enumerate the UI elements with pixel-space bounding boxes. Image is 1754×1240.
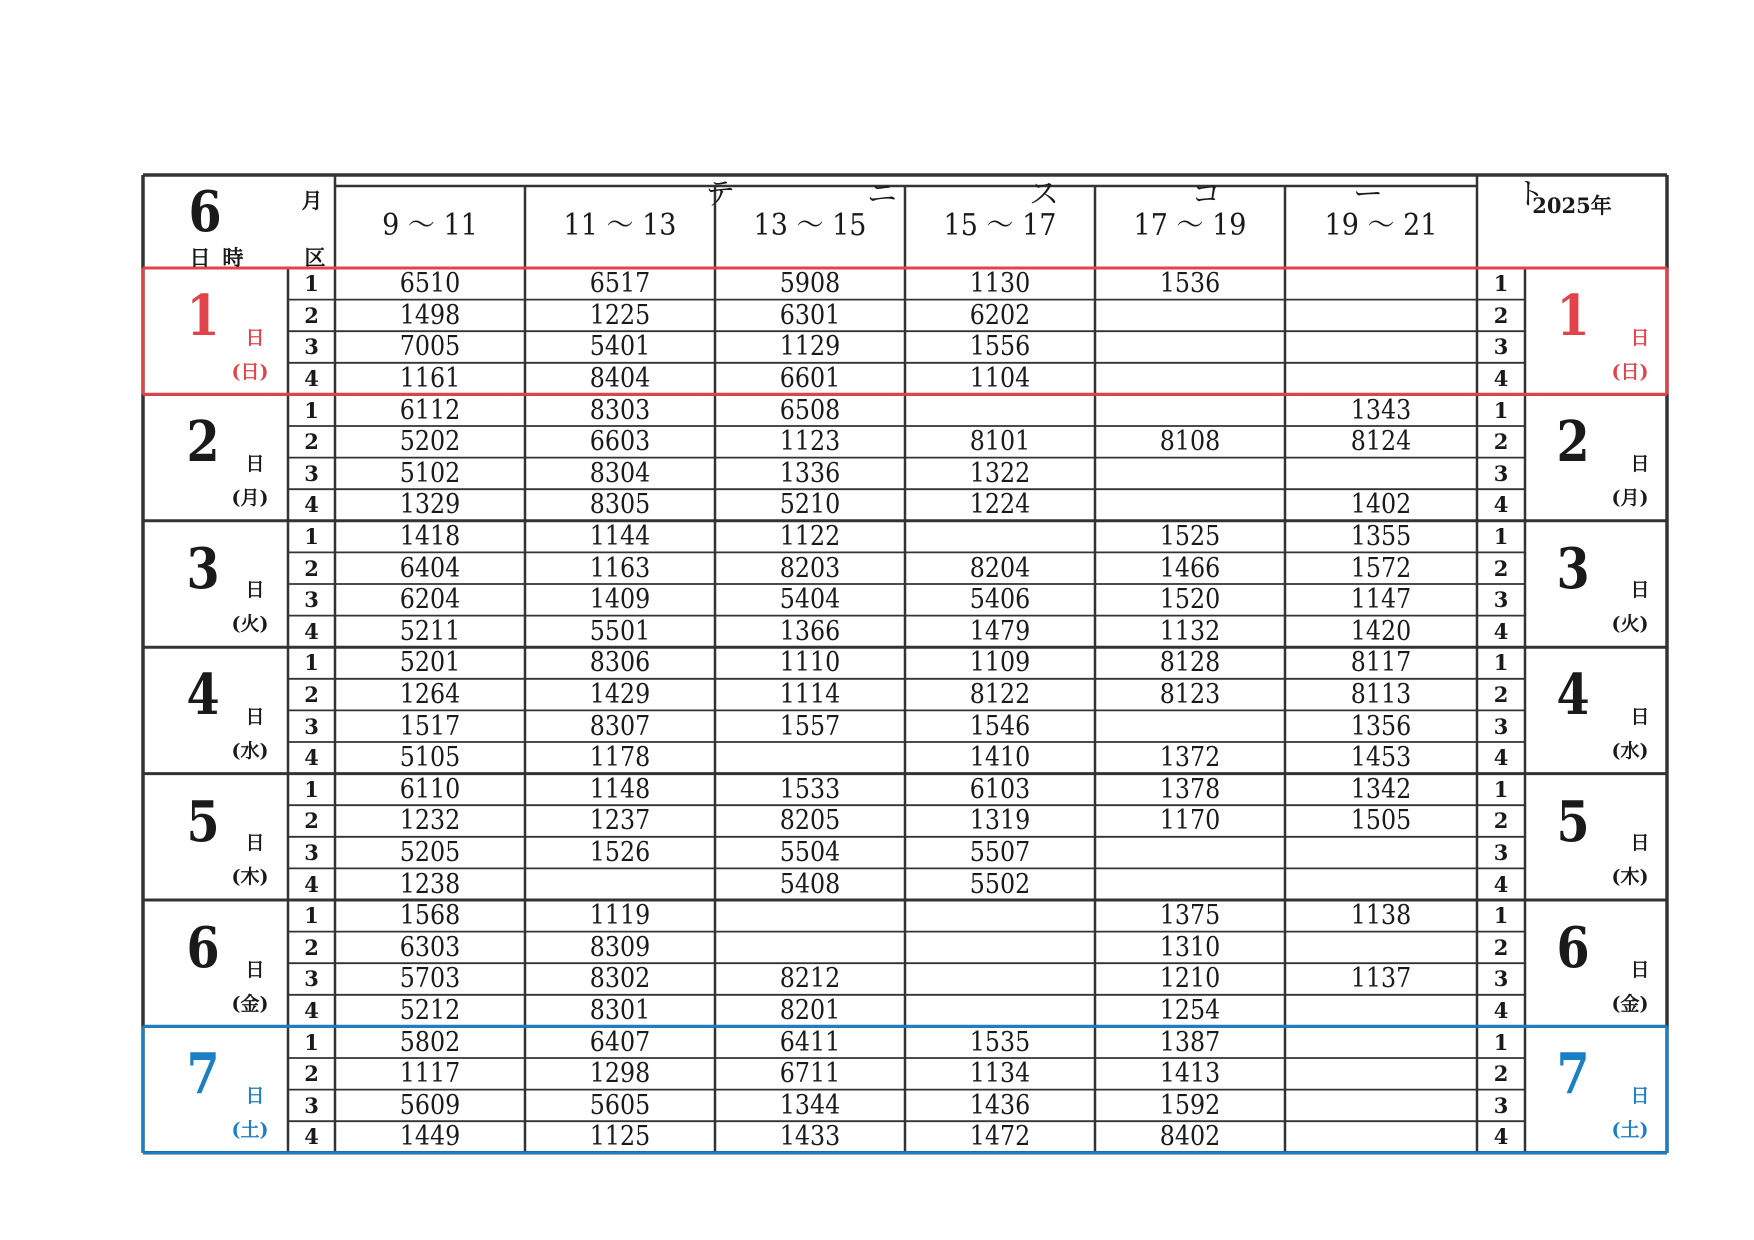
court-number-right: 2: [1493, 682, 1509, 708]
court-number: 2: [304, 682, 319, 708]
day-number-right: 1: [1556, 283, 1590, 349]
booking-code: 1322: [969, 457, 1031, 489]
court-number-right: 4: [1493, 618, 1509, 644]
booking-code: 1375: [1159, 900, 1221, 932]
booking-code: 8113: [1350, 679, 1412, 711]
weekday-label-right: (水): [1611, 739, 1649, 762]
weekday-label: (月): [231, 486, 269, 509]
booking-code: 1517: [399, 710, 461, 742]
booking-code: 1132: [1159, 615, 1221, 647]
booking-code: 6303: [399, 931, 461, 963]
day-suffix-label: 日: [245, 452, 265, 475]
booking-code: 1472: [969, 1121, 1031, 1153]
booking-code: 1355: [1350, 521, 1412, 553]
booking-code: 5212: [399, 995, 461, 1027]
booking-code: 1378: [1159, 773, 1221, 805]
day-suffix-label-right: 日: [1630, 832, 1650, 855]
booking-code: 1329: [399, 489, 461, 521]
day-suffix-label: 日: [245, 326, 265, 349]
court-number: 2: [304, 934, 319, 960]
weekday-label-right: (金): [1611, 992, 1649, 1015]
booking-code: 1592: [1159, 1089, 1221, 1121]
booking-code: 1498: [399, 299, 461, 331]
court-number: 3: [304, 334, 319, 360]
court-number: 1: [304, 776, 319, 802]
booking-code: 5102: [399, 457, 461, 489]
court-number-right: 2: [1493, 934, 1509, 960]
booking-code: 5408: [779, 868, 841, 900]
booking-code: 1148: [589, 773, 651, 805]
booking-code: 1525: [1159, 521, 1221, 553]
booking-code: 1546: [969, 710, 1031, 742]
booking-code: 1134: [969, 1058, 1031, 1090]
booking-code: 1436: [969, 1089, 1031, 1121]
booking-code: 5105: [399, 742, 461, 774]
booking-code: 1163: [589, 552, 651, 584]
facility-title-char: ト: [1515, 177, 1545, 212]
booking-code: 8108: [1159, 426, 1221, 458]
booking-code: 1356: [1350, 710, 1412, 742]
booking-code: 6103: [969, 773, 1031, 805]
month-number: 6: [188, 179, 222, 245]
booking-code: 5605: [589, 1089, 651, 1121]
court-number: 4: [304, 618, 319, 644]
day-suffix-label: 日: [245, 579, 265, 602]
booking-code: 1238: [399, 868, 461, 900]
day-number: 6: [186, 915, 220, 981]
court-number-right: 1: [1493, 776, 1509, 802]
booking-code: 1123: [779, 426, 841, 458]
court-number: 1: [304, 650, 319, 676]
day-suffix-label-right: 日: [1630, 705, 1650, 728]
booking-code: 1109: [969, 647, 1031, 679]
booking-code: 8302: [589, 963, 651, 995]
booking-code: 1144: [589, 521, 651, 553]
booking-code: 1343: [1350, 394, 1412, 426]
booking-code: 1433: [779, 1121, 841, 1153]
court-number-right: 3: [1493, 1092, 1509, 1118]
facility-title-char: テ: [705, 177, 735, 212]
day-number-right: 3: [1556, 535, 1590, 602]
booking-code: 1536: [1159, 268, 1221, 300]
booking-code: 1310: [1159, 931, 1221, 963]
day-number-right: 7: [1556, 1041, 1590, 1108]
booking-code: 1420: [1350, 615, 1412, 647]
court-number-right: 3: [1493, 587, 1509, 613]
court-number-right: 1: [1493, 650, 1509, 676]
booking-code: 1110: [779, 647, 841, 679]
court-number: 4: [304, 366, 319, 392]
booking-code: 1402: [1350, 489, 1412, 521]
booking-code: 1224: [969, 489, 1031, 521]
booking-code: 1298: [589, 1058, 651, 1090]
booking-code: 8124: [1350, 426, 1412, 458]
court-number: 2: [304, 1061, 319, 1087]
facility-title-char: コ: [1191, 177, 1221, 212]
booking-code: 1130: [969, 268, 1031, 300]
weekday-label-right: (木): [1611, 866, 1649, 889]
booking-code: 6508: [779, 394, 841, 426]
booking-code: 8402: [1159, 1121, 1221, 1153]
booking-code: 1568: [399, 900, 461, 932]
court-number: 2: [304, 429, 319, 455]
booking-code: 6407: [589, 1026, 651, 1058]
booking-code: 5201: [399, 647, 461, 679]
day-number-right: 4: [1556, 662, 1590, 729]
court-number-right: 4: [1493, 492, 1509, 518]
facility-title-char: ス: [1029, 177, 1059, 212]
day-suffix-label-right: 日: [1630, 579, 1650, 602]
day-suffix-label: 日: [245, 958, 265, 981]
facility-title-char: ニ: [867, 177, 897, 212]
booking-code: 8117: [1350, 647, 1412, 679]
court-number-right: 4: [1493, 871, 1509, 897]
court-number-right: 2: [1493, 808, 1509, 834]
booking-code: 1410: [969, 742, 1031, 774]
court-number: 4: [304, 1124, 319, 1150]
day-number: 4: [186, 662, 220, 729]
day-suffix-label-right: 日: [1630, 958, 1650, 981]
booking-code: 8122: [969, 679, 1031, 711]
court-number-right: 4: [1493, 366, 1509, 392]
court-number-right: 4: [1493, 745, 1509, 771]
day-number: 7: [186, 1041, 220, 1108]
facility-title-char: ー: [1353, 177, 1383, 212]
booking-code: 1232: [399, 805, 461, 837]
booking-code: 6404: [399, 552, 461, 584]
booking-code: 1453: [1350, 742, 1412, 774]
court-number: 4: [304, 998, 319, 1024]
weekday-label-right: (土): [1611, 1118, 1649, 1141]
day-suffix-label: 日: [245, 1084, 265, 1107]
booking-code: 1161: [399, 363, 461, 395]
court-number-right: 1: [1493, 903, 1509, 929]
booking-code: 5404: [779, 584, 841, 616]
court-number: 2: [304, 808, 319, 834]
booking-code: 1409: [589, 584, 651, 616]
booking-code: 1535: [969, 1026, 1031, 1058]
court-number: 3: [304, 460, 319, 486]
booking-code: 5401: [589, 331, 651, 363]
weekday-label-right: (月): [1611, 486, 1649, 509]
booking-code: 5703: [399, 963, 461, 995]
day-suffix-label: 日: [245, 832, 265, 855]
court-number: 2: [304, 555, 319, 581]
time-slot-header: 17 ～ 19: [1133, 208, 1247, 243]
booking-code: 1237: [589, 805, 651, 837]
booking-code: 5205: [399, 837, 461, 869]
court-number: 3: [304, 587, 319, 613]
court-number: 2: [304, 302, 319, 328]
court-number-right: 2: [1493, 1061, 1509, 1087]
court-number-right: 1: [1493, 524, 1509, 550]
booking-code: 6411: [779, 1026, 841, 1058]
day-number-right: 5: [1556, 788, 1590, 855]
court-header-label: 区: [304, 244, 326, 270]
weekday-label-right: (火): [1611, 613, 1649, 636]
court-number: 3: [304, 966, 319, 992]
booking-code: 5211: [399, 615, 461, 647]
booking-code: 8307: [589, 710, 651, 742]
booking-code: 5502: [969, 868, 1031, 900]
weekday-label: (火): [231, 613, 269, 636]
month-suffix-label: 月: [301, 187, 323, 213]
day-suffix-label: 日: [245, 705, 265, 728]
booking-code: 8303: [589, 394, 651, 426]
booking-code: 1117: [399, 1058, 461, 1090]
booking-code: 8309: [589, 931, 651, 963]
weekday-label: (水): [231, 739, 269, 762]
court-number: 1: [304, 271, 319, 297]
booking-code: 8404: [589, 363, 651, 395]
day-number: 3: [186, 535, 220, 602]
court-number-right: 3: [1493, 334, 1509, 360]
court-number-right: 2: [1493, 555, 1509, 581]
booking-code: 5504: [779, 837, 841, 869]
booking-code: 8204: [969, 552, 1031, 584]
court-number-right: 2: [1493, 429, 1509, 455]
booking-code: 5406: [969, 584, 1031, 616]
booking-code: 6603: [589, 426, 651, 458]
booking-code: 1366: [779, 615, 841, 647]
booking-code: 1129: [779, 331, 841, 363]
booking-code: 1344: [779, 1089, 841, 1121]
booking-code: 6110: [399, 773, 461, 805]
booking-code: 1119: [589, 900, 651, 932]
time-slot-header: 13 ～ 15: [753, 208, 867, 243]
booking-code: 1526: [589, 837, 651, 869]
booking-code: 6112: [399, 394, 461, 426]
booking-code: 1254: [1159, 995, 1221, 1027]
day-number: 5: [186, 788, 220, 855]
booking-code: 1125: [589, 1121, 651, 1153]
booking-code: 1572: [1350, 552, 1412, 584]
booking-code: 5507: [969, 837, 1031, 869]
booking-code: 8306: [589, 647, 651, 679]
time-slot-header: 9 ～ 11: [382, 208, 478, 243]
booking-code: 8128: [1159, 647, 1221, 679]
booking-code: 8205: [779, 805, 841, 837]
court-number: 3: [304, 1092, 319, 1118]
booking-code: 8123: [1159, 679, 1221, 711]
booking-code: 1225: [589, 299, 651, 331]
booking-code: 1533: [779, 773, 841, 805]
booking-code: 1170: [1159, 805, 1221, 837]
booking-code: 6711: [779, 1058, 841, 1090]
booking-code: 1336: [779, 457, 841, 489]
day-suffix-label-right: 日: [1630, 1084, 1650, 1107]
day-number: 1: [186, 283, 220, 349]
booking-code: 1387: [1159, 1026, 1221, 1058]
booking-code: 6202: [969, 299, 1031, 331]
booking-code: 1413: [1159, 1058, 1221, 1090]
booking-code: 6301: [779, 299, 841, 331]
booking-code: 1479: [969, 615, 1031, 647]
booking-code: 1114: [779, 679, 841, 711]
booking-code: 8212: [779, 963, 841, 995]
court-number-right: 1: [1493, 271, 1509, 297]
booking-code: 1429: [589, 679, 651, 711]
day-number-right: 2: [1556, 409, 1590, 476]
booking-code: 1147: [1350, 584, 1412, 616]
court-number-right: 1: [1493, 397, 1509, 423]
year-label: 2025年: [1532, 192, 1612, 218]
court-number-right: 3: [1493, 460, 1509, 486]
court-number: 1: [304, 524, 319, 550]
court-number: 3: [304, 840, 319, 866]
booking-code: 1449: [399, 1121, 461, 1153]
weekday-label: (日): [231, 360, 269, 383]
court-number: 4: [304, 492, 319, 518]
booking-code: 8201: [779, 995, 841, 1027]
booking-code: 1557: [779, 710, 841, 742]
court-number: 1: [304, 397, 319, 423]
weekday-label: (金): [231, 992, 269, 1015]
day-suffix-label-right: 日: [1630, 326, 1650, 349]
weekday-label-right: (日): [1611, 360, 1649, 383]
court-number: 4: [304, 871, 319, 897]
booking-code: 6517: [589, 268, 651, 300]
booking-code: 1137: [1350, 963, 1412, 995]
booking-code: 8301: [589, 995, 651, 1027]
booking-code: 8305: [589, 489, 651, 521]
booking-code: 5609: [399, 1089, 461, 1121]
booking-code: 1466: [1159, 552, 1221, 584]
booking-code: 1418: [399, 521, 461, 553]
court-number: 3: [304, 713, 319, 739]
booking-code: 5501: [589, 615, 651, 647]
court-number-right: 2: [1493, 302, 1509, 328]
booking-code: 8203: [779, 552, 841, 584]
booking-code: 1342: [1350, 773, 1412, 805]
court-number: 1: [304, 1029, 319, 1055]
court-number-right: 3: [1493, 840, 1509, 866]
booking-code: 1319: [969, 805, 1031, 837]
booking-code: 5802: [399, 1026, 461, 1058]
booking-code: 6601: [779, 363, 841, 395]
court-number: 1: [304, 903, 319, 929]
time-slot-header: 11 ～ 13: [563, 208, 677, 243]
court-number-right: 3: [1493, 713, 1509, 739]
booking-code: 1178: [589, 742, 651, 774]
booking-code: 7005: [399, 331, 461, 363]
court-number: 4: [304, 745, 319, 771]
booking-code: 6510: [399, 268, 461, 300]
time-slot-header: 19 ～ 21: [1324, 208, 1438, 243]
booking-code: 8304: [589, 457, 651, 489]
day-suffix-label-right: 日: [1630, 452, 1650, 475]
booking-code: 5202: [399, 426, 461, 458]
day-label: 日: [189, 244, 211, 270]
booking-code: 1122: [779, 521, 841, 553]
booking-code: 1104: [969, 363, 1031, 395]
court-number-right: 4: [1493, 998, 1509, 1024]
booking-code: 1138: [1350, 900, 1412, 932]
court-number-right: 3: [1493, 966, 1509, 992]
court-number-right: 4: [1493, 1124, 1509, 1150]
booking-code: 1372: [1159, 742, 1221, 774]
day-number: 2: [186, 409, 220, 476]
weekday-label: (土): [231, 1118, 269, 1141]
booking-code: 1264: [399, 679, 461, 711]
day-number-right: 6: [1556, 915, 1590, 981]
booking-code: 1556: [969, 331, 1031, 363]
time-slot-header: 15 ～ 17: [943, 208, 1057, 243]
weekday-label: (木): [231, 866, 269, 889]
court-number-right: 1: [1493, 1029, 1509, 1055]
booking-code: 5908: [779, 268, 841, 300]
booking-code: 8101: [969, 426, 1031, 458]
booking-code: 5210: [779, 489, 841, 521]
booking-code: 1505: [1350, 805, 1412, 837]
booking-code: 6204: [399, 584, 461, 616]
booking-code: 1210: [1159, 963, 1221, 995]
booking-code: 1520: [1159, 584, 1221, 616]
time-label: 時: [222, 244, 244, 270]
